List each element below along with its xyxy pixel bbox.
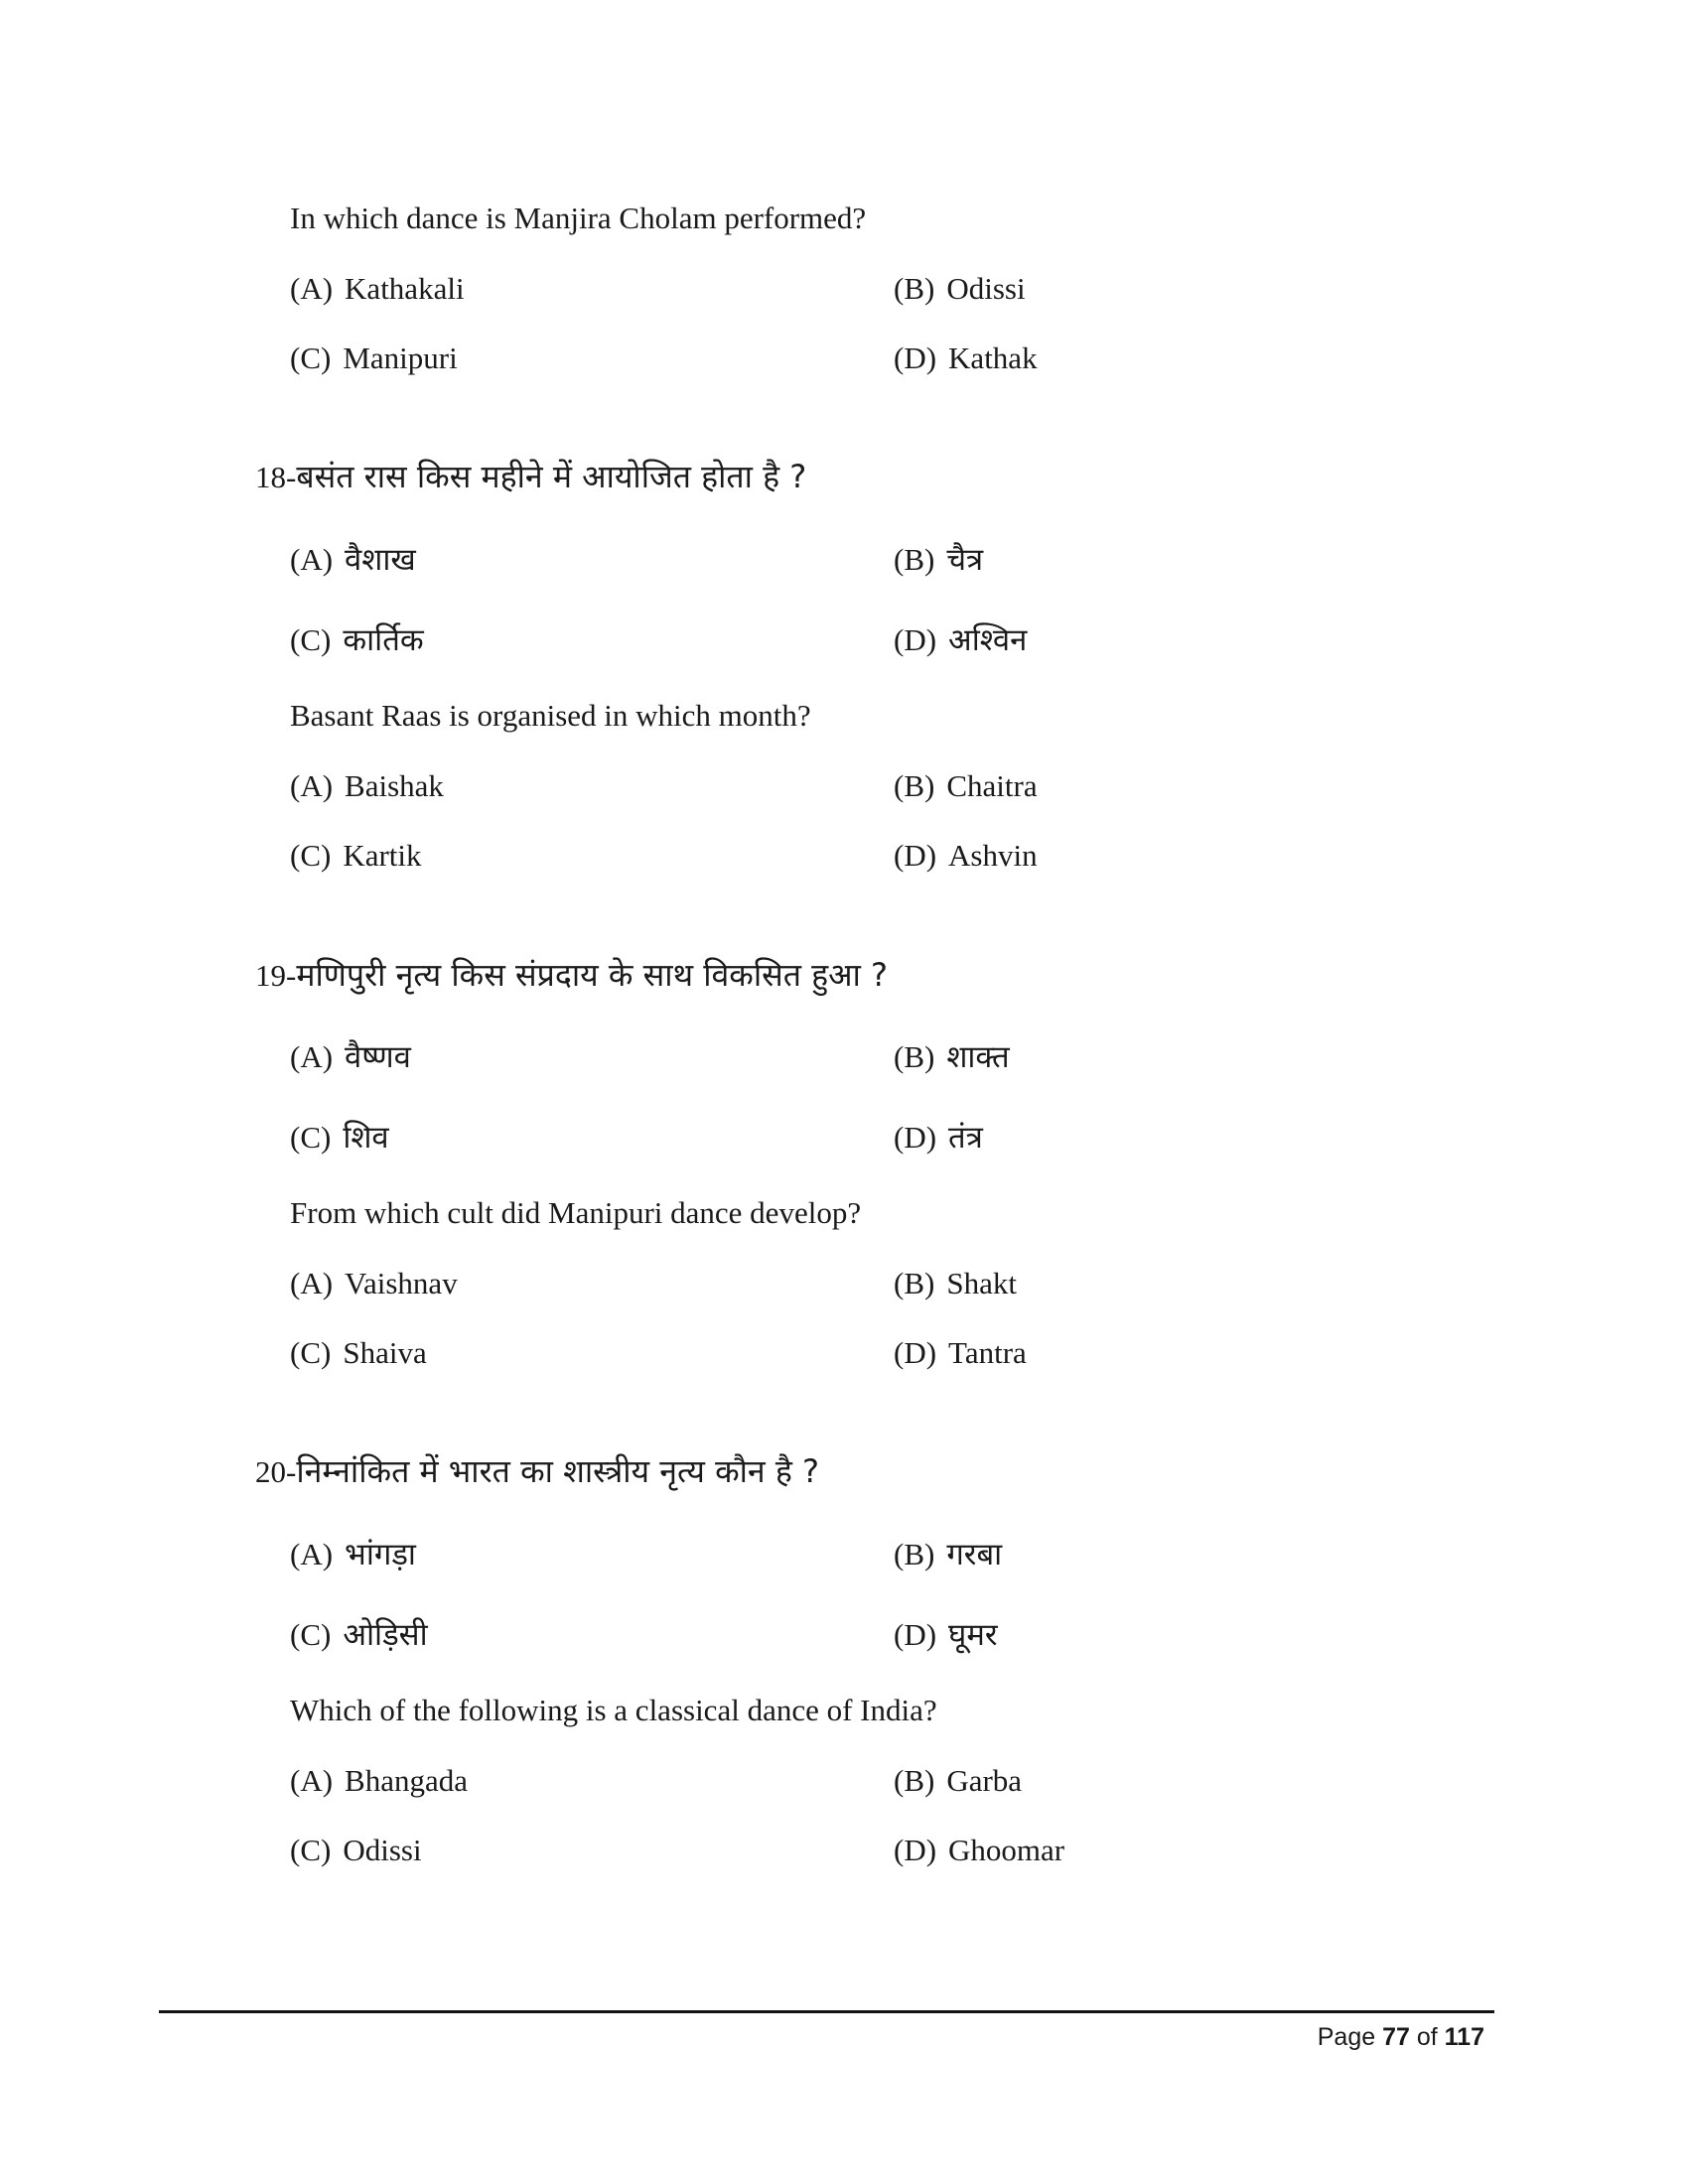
q18-english-option-a[interactable] xyxy=(290,768,444,804)
q18-hindi-question xyxy=(255,457,806,496)
option-letter: (B) xyxy=(894,1266,935,1300)
total-pages-number: 117 xyxy=(1444,2023,1484,2051)
question-text: मणिपुरी नृत्य किस संप्रदाय के साथ विकसित हुआ ? xyxy=(296,956,889,994)
option-text: अश्विन xyxy=(948,622,1028,658)
page-label: Page xyxy=(1317,2023,1376,2051)
option-text: Shaiva xyxy=(343,1335,427,1370)
option-letter: (D) xyxy=(894,838,937,873)
option-letter: (D) xyxy=(894,341,937,375)
q19-english-option-d[interactable] xyxy=(894,1335,1027,1371)
option-letter: (C) xyxy=(290,1833,332,1867)
option-text: Vaishnav xyxy=(345,1266,458,1300)
q20-english-question: Which of the following is a classical dance of India? xyxy=(290,1693,937,1727)
option-letter: (A) xyxy=(290,271,334,306)
q19-english-option-c[interactable] xyxy=(290,1335,427,1371)
footer-divider xyxy=(159,2010,1494,2013)
option-text: Bhangada xyxy=(345,1763,469,1798)
option-text: Kartik xyxy=(343,838,422,873)
question-number: 20- xyxy=(255,1454,297,1489)
current-page-number: 77 xyxy=(1382,2023,1410,2051)
option-text: शिव xyxy=(343,1120,389,1156)
option-text: तंत्र xyxy=(948,1120,983,1156)
option-text: Odissi xyxy=(343,1833,422,1867)
of-label: of xyxy=(1416,2023,1438,2051)
option-text: Garba xyxy=(946,1763,1023,1798)
option-text: Ghoomar xyxy=(948,1833,1065,1867)
option-letter: (A) xyxy=(290,1537,334,1571)
option-letter: (A) xyxy=(290,768,334,803)
option-text: चैत्र xyxy=(946,542,984,578)
q18-english-option-c[interactable] xyxy=(290,838,422,874)
q17-english-option-b[interactable] xyxy=(894,271,1026,307)
option-letter: (A) xyxy=(290,1039,334,1074)
option-text: भांगड़ा xyxy=(345,1537,416,1572)
option-letter: (D) xyxy=(894,1120,937,1155)
option-text: Kathakali xyxy=(345,271,465,306)
option-letter: (B) xyxy=(894,271,935,306)
option-text: कार्तिक xyxy=(343,622,424,658)
q17-english-question: In which dance is Manjira Cholam performed? xyxy=(290,201,867,235)
q18-hindi-option-a[interactable] xyxy=(290,538,416,580)
option-text: Baishak xyxy=(345,768,444,803)
q20-english-option-d[interactable] xyxy=(894,1833,1064,1868)
q20-hindi-option-d[interactable] xyxy=(894,1613,998,1655)
option-text: Shakt xyxy=(946,1266,1017,1300)
q19-english-question: From which cult did Manipuri dance develop? xyxy=(290,1195,862,1230)
option-letter: (D) xyxy=(894,1335,937,1370)
q20-english-option-b[interactable] xyxy=(894,1763,1022,1799)
q19-hindi-option-d[interactable] xyxy=(894,1116,983,1158)
option-text: ओड़िसी xyxy=(343,1617,428,1653)
option-text: Chaitra xyxy=(946,768,1038,803)
option-letter: (C) xyxy=(290,622,332,657)
option-letter: (A) xyxy=(290,1763,334,1798)
q20-english-option-c[interactable] xyxy=(290,1833,422,1868)
option-letter: (D) xyxy=(894,1833,937,1867)
q20-hindi-question xyxy=(255,1451,819,1491)
question-text: बसंत रास किस महीने में आयोजित होता है ? xyxy=(296,458,807,495)
option-letter: (C) xyxy=(290,1120,332,1155)
question-number: 19- xyxy=(255,958,297,993)
q18-hindi-option-c[interactable] xyxy=(290,618,424,660)
question-number: 18- xyxy=(255,460,297,494)
q19-hindi-question xyxy=(255,955,888,995)
option-letter: (B) xyxy=(894,542,935,577)
option-letter: (A) xyxy=(290,542,334,577)
q18-hindi-option-b[interactable] xyxy=(894,538,983,580)
q17-english-option-a[interactable] xyxy=(290,271,465,307)
option-letter: (B) xyxy=(894,768,935,803)
q18-english-option-d[interactable] xyxy=(894,838,1038,874)
option-text: वैशाख xyxy=(345,542,416,578)
option-letter: (B) xyxy=(894,1537,935,1571)
q20-hindi-option-b[interactable] xyxy=(894,1533,1002,1574)
q19-hindi-option-b[interactable] xyxy=(894,1035,1010,1077)
option-text: Kathak xyxy=(948,341,1038,375)
option-letter: (A) xyxy=(290,1266,334,1300)
option-letter: (C) xyxy=(290,341,332,375)
option-letter: (D) xyxy=(894,1617,937,1652)
question-text: निम्नांकित में भारत का शास्त्रीय नृत्य कौन है ? xyxy=(296,1452,820,1490)
option-text: वैष्णव xyxy=(345,1039,411,1075)
option-text: Odissi xyxy=(946,271,1026,306)
q19-english-option-a[interactable] xyxy=(290,1266,458,1301)
option-text: Manipuri xyxy=(343,341,458,375)
option-text: गरबा xyxy=(946,1537,1003,1572)
option-letter: (C) xyxy=(290,1617,332,1652)
q17-english-option-d[interactable] xyxy=(894,341,1038,376)
option-text: घूमर xyxy=(948,1617,998,1653)
option-letter: (C) xyxy=(290,1335,332,1370)
q18-hindi-option-d[interactable] xyxy=(894,618,1027,660)
q20-english-option-a[interactable] xyxy=(290,1763,468,1799)
q17-english-option-c[interactable] xyxy=(290,341,458,376)
option-letter: (B) xyxy=(894,1039,935,1074)
option-text: शाक्त xyxy=(946,1039,1010,1075)
q19-hindi-option-a[interactable] xyxy=(290,1035,411,1077)
q18-english-question: Basant Raas is organised in which month? xyxy=(290,698,811,733)
option-letter: (C) xyxy=(290,838,332,873)
option-text: Ashvin xyxy=(948,838,1038,873)
option-letter: (D) xyxy=(894,622,937,657)
q18-english-option-b[interactable] xyxy=(894,768,1038,804)
q19-english-option-b[interactable] xyxy=(894,1266,1017,1301)
option-text: Tantra xyxy=(948,1335,1027,1370)
page-number-footer xyxy=(1318,2023,1484,2052)
option-letter: (B) xyxy=(894,1763,935,1798)
q20-hindi-option-c[interactable] xyxy=(290,1613,428,1655)
q19-hindi-option-c[interactable] xyxy=(290,1116,389,1158)
q20-hindi-option-a[interactable] xyxy=(290,1533,416,1574)
